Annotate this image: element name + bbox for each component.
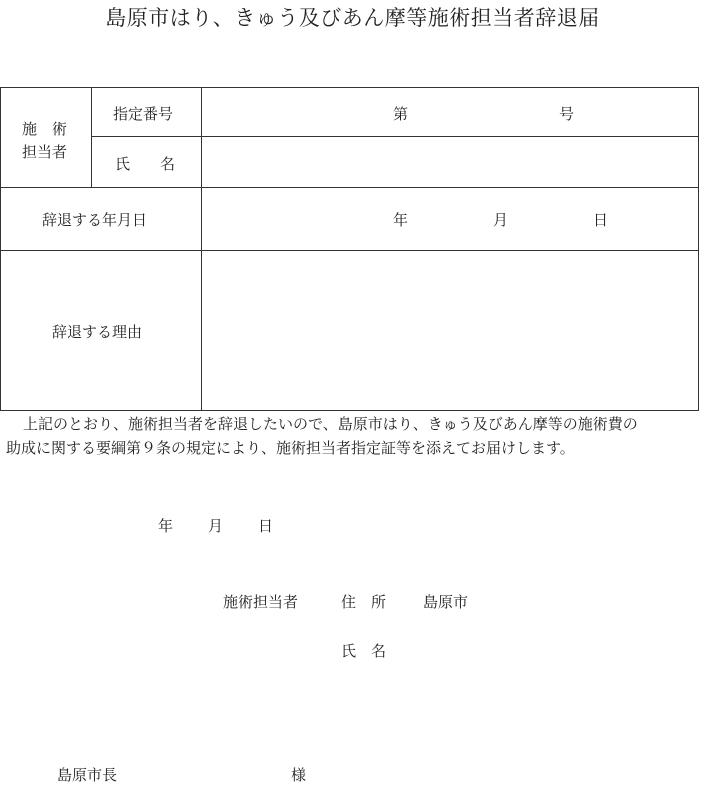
name-label: 氏 名 [115, 155, 176, 173]
designation-number-label: 指定番号 [113, 105, 174, 123]
applicant-address-label: 住 所 [341, 593, 387, 611]
resignation-date-label: 辞退する年月日 [42, 211, 148, 229]
resignation-date-year: 年 [393, 211, 409, 229]
reason-label: 辞退する理由 [52, 323, 143, 341]
applicant-role: 施術担当者 [223, 593, 299, 611]
resignation-date-day: 日 [593, 211, 609, 229]
resignation-date-month: 月 [493, 211, 509, 229]
group-label-line2: 担当者 [22, 143, 68, 161]
submit-date-day: 日 [258, 517, 274, 535]
addressee-honorific: 様 [291, 766, 307, 784]
statement-paragraph [6, 412, 705, 460]
col-divider-group [91, 88, 92, 187]
addressee-name: 島原市長 [57, 766, 118, 784]
designation-number-prefix: 第 [393, 105, 409, 123]
statement-line-2: 助成に関する要綱第９条の規定により、施術担当者指定証等を添えてお届けします。 [6, 439, 575, 457]
row-divider-number-name [91, 136, 699, 137]
submit-date-month: 月 [208, 517, 224, 535]
col-divider-value [201, 88, 202, 411]
row-divider-reason [1, 250, 699, 251]
submit-date-year: 年 [158, 517, 174, 535]
designation-number-suffix: 号 [559, 105, 575, 123]
applicant-address-value: 島原市 [423, 593, 469, 611]
resignation-form-table [0, 87, 699, 411]
document-title: 島原市はり、きゅう及びあん摩等施術担当者辞退届 [105, 6, 600, 30]
statement-line-1: 上記のとおり、施術担当者を辞退したいので、島原市はり、きゅう及びあん摩等の施術費の [23, 415, 638, 433]
row-divider-date [1, 187, 699, 188]
applicant-name-label: 氏 名 [341, 642, 387, 660]
group-label-line1: 施 術 [22, 120, 68, 138]
